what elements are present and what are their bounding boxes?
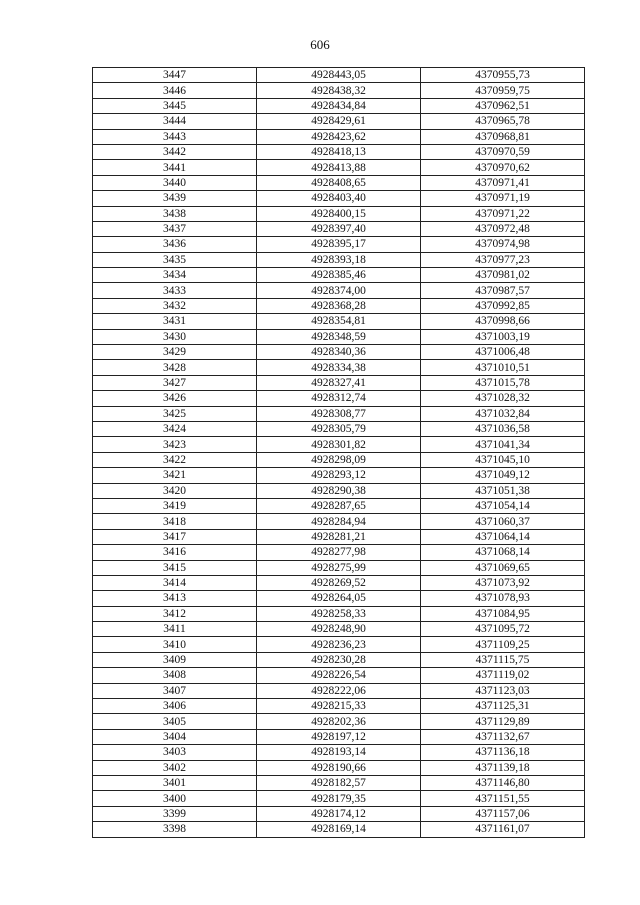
table-row bbox=[93, 114, 585, 129]
x-coordinate-cell: 4928277,98 bbox=[257, 545, 421, 560]
point-number-cell: 3401 bbox=[93, 775, 257, 790]
point-number-cell: 3413 bbox=[93, 591, 257, 606]
table-row bbox=[93, 683, 585, 698]
point-number-cell: 3418 bbox=[93, 514, 257, 529]
point-number-cell: 3427 bbox=[93, 375, 257, 390]
y-coordinate-cell: 4371073,92 bbox=[421, 575, 585, 590]
y-coordinate-cell: 4371146,80 bbox=[421, 775, 585, 790]
point-number-cell: 3400 bbox=[93, 791, 257, 806]
point-number-cell: 3432 bbox=[93, 298, 257, 313]
coordinates-table-body bbox=[93, 68, 585, 838]
point-number-cell: 3412 bbox=[93, 606, 257, 621]
x-coordinate-cell: 4928293,12 bbox=[257, 468, 421, 483]
x-coordinate-cell: 4928230,28 bbox=[257, 652, 421, 667]
y-coordinate-cell: 4371109,25 bbox=[421, 637, 585, 652]
y-coordinate-cell: 4371051,38 bbox=[421, 483, 585, 498]
x-coordinate-cell: 4928179,35 bbox=[257, 791, 421, 806]
table-row bbox=[93, 191, 585, 206]
x-coordinate-cell: 4928443,05 bbox=[257, 68, 421, 83]
point-number-cell: 3442 bbox=[93, 144, 257, 159]
x-coordinate-cell: 4928248,90 bbox=[257, 622, 421, 637]
y-coordinate-cell: 4371136,18 bbox=[421, 745, 585, 760]
x-coordinate-cell: 4928226,54 bbox=[257, 668, 421, 683]
x-coordinate-cell: 4928423,62 bbox=[257, 129, 421, 144]
coordinates-table bbox=[92, 67, 585, 838]
point-number-cell: 3421 bbox=[93, 468, 257, 483]
x-coordinate-cell: 4928348,59 bbox=[257, 329, 421, 344]
page-number: 606 bbox=[310, 37, 330, 52]
table-row bbox=[93, 68, 585, 83]
y-coordinate-cell: 4371045,10 bbox=[421, 452, 585, 467]
x-coordinate-cell: 4928368,28 bbox=[257, 298, 421, 313]
table-row bbox=[93, 421, 585, 436]
x-coordinate-cell: 4928385,46 bbox=[257, 268, 421, 283]
point-number-cell: 3408 bbox=[93, 668, 257, 683]
point-number-cell: 3405 bbox=[93, 714, 257, 729]
y-coordinate-cell: 4371054,14 bbox=[421, 498, 585, 513]
table-row bbox=[93, 345, 585, 360]
x-coordinate-cell: 4928403,40 bbox=[257, 191, 421, 206]
table-row bbox=[93, 221, 585, 236]
point-number-cell: 3420 bbox=[93, 483, 257, 498]
table-row bbox=[93, 560, 585, 575]
table-row bbox=[93, 668, 585, 683]
table-row bbox=[93, 575, 585, 590]
x-coordinate-cell: 4928258,33 bbox=[257, 606, 421, 621]
point-number-cell: 3425 bbox=[93, 406, 257, 421]
x-coordinate-cell: 4928340,36 bbox=[257, 345, 421, 360]
y-coordinate-cell: 4371139,18 bbox=[421, 760, 585, 775]
point-number-cell: 3445 bbox=[93, 98, 257, 113]
point-number-cell: 3439 bbox=[93, 191, 257, 206]
point-number-cell: 3443 bbox=[93, 129, 257, 144]
point-number-cell: 3438 bbox=[93, 206, 257, 221]
y-coordinate-cell: 4371028,32 bbox=[421, 391, 585, 406]
y-coordinate-cell: 4371032,84 bbox=[421, 406, 585, 421]
y-coordinate-cell: 4370962,51 bbox=[421, 98, 585, 113]
y-coordinate-cell: 4371064,14 bbox=[421, 529, 585, 544]
point-number-cell: 3399 bbox=[93, 806, 257, 821]
x-coordinate-cell: 4928301,82 bbox=[257, 437, 421, 452]
table-row bbox=[93, 591, 585, 606]
table-row bbox=[93, 791, 585, 806]
x-coordinate-cell: 4928281,21 bbox=[257, 529, 421, 544]
y-coordinate-cell: 4371041,34 bbox=[421, 437, 585, 452]
x-coordinate-cell: 4928193,14 bbox=[257, 745, 421, 760]
point-number-cell: 3410 bbox=[93, 637, 257, 652]
table-row bbox=[93, 283, 585, 298]
table-row bbox=[93, 775, 585, 790]
x-coordinate-cell: 4928397,40 bbox=[257, 221, 421, 236]
x-coordinate-cell: 4928236,23 bbox=[257, 637, 421, 652]
point-number-cell: 3415 bbox=[93, 560, 257, 575]
point-number-cell: 3428 bbox=[93, 360, 257, 375]
table-row bbox=[93, 406, 585, 421]
y-coordinate-cell: 4371115,75 bbox=[421, 652, 585, 667]
point-number-cell: 3406 bbox=[93, 699, 257, 714]
point-number-cell: 3446 bbox=[93, 83, 257, 98]
table-row bbox=[93, 206, 585, 221]
x-coordinate-cell: 4928174,12 bbox=[257, 806, 421, 821]
table-row bbox=[93, 252, 585, 267]
x-coordinate-cell: 4928215,33 bbox=[257, 699, 421, 714]
point-number-cell: 3424 bbox=[93, 421, 257, 436]
x-coordinate-cell: 4928434,84 bbox=[257, 98, 421, 113]
point-number-cell: 3398 bbox=[93, 822, 257, 837]
y-coordinate-cell: 4371010,51 bbox=[421, 360, 585, 375]
table-row bbox=[93, 745, 585, 760]
y-coordinate-cell: 4371049,12 bbox=[421, 468, 585, 483]
y-coordinate-cell: 4371003,19 bbox=[421, 329, 585, 344]
table-row bbox=[93, 329, 585, 344]
point-number-cell: 3433 bbox=[93, 283, 257, 298]
table-row bbox=[93, 652, 585, 667]
y-coordinate-cell: 4371006,48 bbox=[421, 345, 585, 360]
y-coordinate-cell: 4370970,62 bbox=[421, 160, 585, 175]
x-coordinate-cell: 4928269,52 bbox=[257, 575, 421, 590]
y-coordinate-cell: 4371129,89 bbox=[421, 714, 585, 729]
point-number-cell: 3407 bbox=[93, 683, 257, 698]
x-coordinate-cell: 4928438,32 bbox=[257, 83, 421, 98]
y-coordinate-cell: 4370968,81 bbox=[421, 129, 585, 144]
table-row bbox=[93, 637, 585, 652]
table-row bbox=[93, 622, 585, 637]
x-coordinate-cell: 4928308,77 bbox=[257, 406, 421, 421]
table-row bbox=[93, 714, 585, 729]
table-row bbox=[93, 175, 585, 190]
point-number-cell: 3402 bbox=[93, 760, 257, 775]
table-row bbox=[93, 760, 585, 775]
x-coordinate-cell: 4928264,05 bbox=[257, 591, 421, 606]
y-coordinate-cell: 4371132,67 bbox=[421, 729, 585, 744]
table-row bbox=[93, 452, 585, 467]
table-row bbox=[93, 529, 585, 544]
x-coordinate-cell: 4928393,18 bbox=[257, 252, 421, 267]
x-coordinate-cell: 4928284,94 bbox=[257, 514, 421, 529]
point-number-cell: 3444 bbox=[93, 114, 257, 129]
point-number-cell: 3426 bbox=[93, 391, 257, 406]
x-coordinate-cell: 4928408,65 bbox=[257, 175, 421, 190]
table-row bbox=[93, 729, 585, 744]
y-coordinate-cell: 4370972,48 bbox=[421, 221, 585, 236]
y-coordinate-cell: 4370992,85 bbox=[421, 298, 585, 313]
y-coordinate-cell: 4370981,02 bbox=[421, 268, 585, 283]
table-row bbox=[93, 268, 585, 283]
point-number-cell: 3419 bbox=[93, 498, 257, 513]
y-coordinate-cell: 4371060,37 bbox=[421, 514, 585, 529]
y-coordinate-cell: 4370971,19 bbox=[421, 191, 585, 206]
x-coordinate-cell: 4928400,15 bbox=[257, 206, 421, 221]
y-coordinate-cell: 4370965,78 bbox=[421, 114, 585, 129]
point-number-cell: 3431 bbox=[93, 314, 257, 329]
x-coordinate-cell: 4928334,38 bbox=[257, 360, 421, 375]
point-number-cell: 3435 bbox=[93, 252, 257, 267]
y-coordinate-cell: 4370970,59 bbox=[421, 144, 585, 159]
x-coordinate-cell: 4928429,61 bbox=[257, 114, 421, 129]
x-coordinate-cell: 4928287,65 bbox=[257, 498, 421, 513]
y-coordinate-cell: 4371078,93 bbox=[421, 591, 585, 606]
table-row bbox=[93, 437, 585, 452]
y-coordinate-cell: 4371095,72 bbox=[421, 622, 585, 637]
y-coordinate-cell: 4370971,41 bbox=[421, 175, 585, 190]
table-row bbox=[93, 514, 585, 529]
point-number-cell: 3423 bbox=[93, 437, 257, 452]
table-row bbox=[93, 391, 585, 406]
table-row bbox=[93, 314, 585, 329]
table-row bbox=[93, 237, 585, 252]
point-number-cell: 3417 bbox=[93, 529, 257, 544]
x-coordinate-cell: 4928190,66 bbox=[257, 760, 421, 775]
x-coordinate-cell: 4928222,06 bbox=[257, 683, 421, 698]
y-coordinate-cell: 4371068,14 bbox=[421, 545, 585, 560]
table-row bbox=[93, 360, 585, 375]
point-number-cell: 3404 bbox=[93, 729, 257, 744]
x-coordinate-cell: 4928418,13 bbox=[257, 144, 421, 159]
y-coordinate-cell: 4371084,95 bbox=[421, 606, 585, 621]
point-number-cell: 3441 bbox=[93, 160, 257, 175]
point-number-cell: 3403 bbox=[93, 745, 257, 760]
x-coordinate-cell: 4928413,88 bbox=[257, 160, 421, 175]
y-coordinate-cell: 4371015,78 bbox=[421, 375, 585, 390]
table-row bbox=[93, 806, 585, 821]
y-coordinate-cell: 4371157,06 bbox=[421, 806, 585, 821]
y-coordinate-cell: 4371119,02 bbox=[421, 668, 585, 683]
table-row bbox=[93, 129, 585, 144]
table-row bbox=[93, 498, 585, 513]
x-coordinate-cell: 4928182,57 bbox=[257, 775, 421, 790]
point-number-cell: 3440 bbox=[93, 175, 257, 190]
y-coordinate-cell: 4371151,55 bbox=[421, 791, 585, 806]
table-row bbox=[93, 298, 585, 313]
y-coordinate-cell: 4371123,03 bbox=[421, 683, 585, 698]
point-number-cell: 3436 bbox=[93, 237, 257, 252]
table-row bbox=[93, 545, 585, 560]
table-row bbox=[93, 483, 585, 498]
y-coordinate-cell: 4371069,65 bbox=[421, 560, 585, 575]
x-coordinate-cell: 4928197,12 bbox=[257, 729, 421, 744]
table-row bbox=[93, 822, 585, 837]
x-coordinate-cell: 4928374,00 bbox=[257, 283, 421, 298]
x-coordinate-cell: 4928312,74 bbox=[257, 391, 421, 406]
table-row bbox=[93, 375, 585, 390]
y-coordinate-cell: 4370974,98 bbox=[421, 237, 585, 252]
table-row bbox=[93, 699, 585, 714]
y-coordinate-cell: 4370955,73 bbox=[421, 68, 585, 83]
point-number-cell: 3429 bbox=[93, 345, 257, 360]
table-row bbox=[93, 606, 585, 621]
y-coordinate-cell: 4370977,23 bbox=[421, 252, 585, 267]
point-number-cell: 3409 bbox=[93, 652, 257, 667]
x-coordinate-cell: 4928395,17 bbox=[257, 237, 421, 252]
y-coordinate-cell: 4370971,22 bbox=[421, 206, 585, 221]
point-number-cell: 3437 bbox=[93, 221, 257, 236]
x-coordinate-cell: 4928275,99 bbox=[257, 560, 421, 575]
y-coordinate-cell: 4371161,07 bbox=[421, 822, 585, 837]
y-coordinate-cell: 4370998,66 bbox=[421, 314, 585, 329]
x-coordinate-cell: 4928354,81 bbox=[257, 314, 421, 329]
x-coordinate-cell: 4928305,79 bbox=[257, 421, 421, 436]
point-number-cell: 3430 bbox=[93, 329, 257, 344]
point-number-cell: 3416 bbox=[93, 545, 257, 560]
table-row bbox=[93, 468, 585, 483]
point-number-cell: 3414 bbox=[93, 575, 257, 590]
table-row bbox=[93, 83, 585, 98]
point-number-cell: 3422 bbox=[93, 452, 257, 467]
y-coordinate-cell: 4371036,58 bbox=[421, 421, 585, 436]
point-number-cell: 3447 bbox=[93, 68, 257, 83]
y-coordinate-cell: 4371125,31 bbox=[421, 699, 585, 714]
table-row bbox=[93, 144, 585, 159]
x-coordinate-cell: 4928290,38 bbox=[257, 483, 421, 498]
x-coordinate-cell: 4928298,09 bbox=[257, 452, 421, 467]
y-coordinate-cell: 4370987,57 bbox=[421, 283, 585, 298]
table-row bbox=[93, 98, 585, 113]
x-coordinate-cell: 4928169,14 bbox=[257, 822, 421, 837]
x-coordinate-cell: 4928202,36 bbox=[257, 714, 421, 729]
table-row bbox=[93, 160, 585, 175]
point-number-cell: 3411 bbox=[93, 622, 257, 637]
y-coordinate-cell: 4370959,75 bbox=[421, 83, 585, 98]
x-coordinate-cell: 4928327,41 bbox=[257, 375, 421, 390]
point-number-cell: 3434 bbox=[93, 268, 257, 283]
